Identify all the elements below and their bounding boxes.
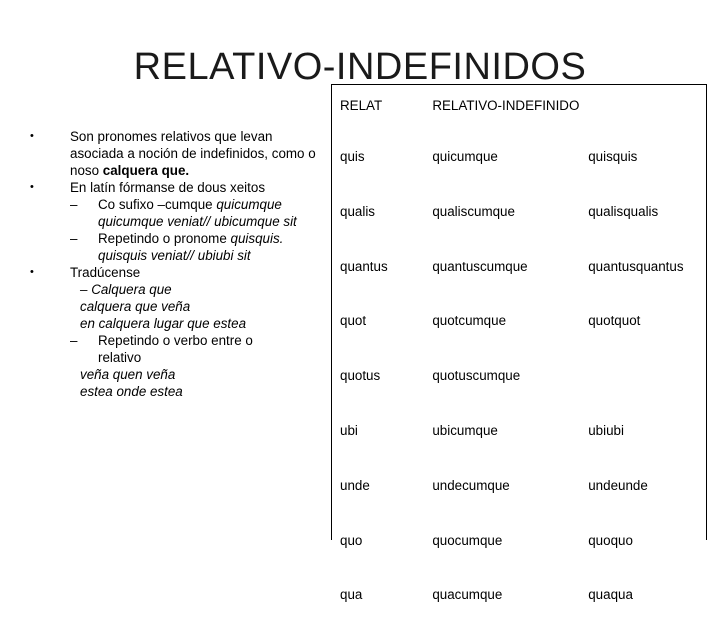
example-line: en calquera lugar que estea [80,316,247,331]
table-cell: quo [340,532,363,548]
table-cell: quantus [340,258,388,274]
bullet-icon: • [30,181,34,193]
dash-icon: – [80,282,88,297]
table-cell: quisquis [588,149,638,164]
bullet-icon: • [30,266,34,278]
example-text: quicumque [216,197,282,212]
example-line: estea onde estea [80,384,183,399]
example-text: ubicumque sit [214,214,297,229]
bullet-text: En latín fórmanse de dous xeitos [70,180,266,195]
table-cell: undeunde [588,477,648,493]
table-cell: quotuscumque [432,368,521,384]
example-text: quisquis veniat// ubiubi sit [98,248,251,263]
bullet-bold-text: calquera que. [102,163,190,178]
table-cell: ubi [340,422,358,438]
relative-indefinite-table [331,84,707,603]
table-cell: quotus [340,368,381,384]
bullet-icon: • [30,130,34,142]
header-cell [580,85,706,139]
sub-text: relativo [98,350,142,365]
dash-icon: – [70,333,78,348]
table-cell: qua [340,587,363,603]
bullet-text: Tradúcense [70,265,141,280]
table-cell: quacumque [432,587,503,603]
table-row [332,577,706,632]
table-header-row [332,85,706,139]
table-cell: quicumque [432,149,498,164]
table-cell: undecumque [432,477,510,493]
example-text: Calquera que [91,282,172,297]
table-cell: quot [340,313,367,329]
sub-text: Repetindo o verbo entre o [98,333,253,348]
table-row [332,303,706,358]
table-row [332,139,706,194]
table [332,85,706,632]
dash-icon: – [70,197,78,212]
table-cell: ubicumque [432,422,498,438]
table-cell: quotquot [588,313,641,329]
bullet-text: Son pronomes relativos que levan asociada a noción de indefinidos, como o noso [70,129,316,178]
sub-item [70,196,318,230]
table-row [332,358,706,413]
table-row [332,413,706,468]
table-cell: quaqua [588,587,633,603]
table-cell: quotcumque [432,313,507,329]
table-cell: quoquo [588,532,633,548]
dash-icon: – [70,231,78,246]
table-cell: quis [340,149,365,164]
sub-item [70,332,318,366]
table-cell: ubiubi [588,422,624,438]
table-cell: quocumque [432,532,503,548]
sub-text: Repetindo o pronome [98,231,227,246]
table-cell: qualiscumque [432,203,515,219]
sub-item [70,230,318,264]
example-text: quisquis. [230,231,284,246]
table-row [332,468,706,523]
header-cell: RELAT [340,98,383,113]
example-line: veña quen veña [80,367,176,382]
table-row [332,523,706,578]
table-row [332,249,706,304]
bullet-item [30,179,318,264]
sub-text: Co sufixo –cumque [98,197,213,212]
table-row [332,194,706,249]
table-cell [580,358,706,413]
example-text: quicumque veniat// [98,214,211,229]
table-cell: qualis [340,203,375,219]
slide-title: RELATIVO-INDEFINIDOS [133,46,587,88]
table-cell: quantuscumque [432,258,528,274]
table-cell: quantusquantus [588,258,684,274]
table-cell: qualisqualis [588,203,659,219]
bullet-item [30,128,318,179]
header-cell: RELATIVO-INDEFINIDO [432,98,580,113]
bullet-list [30,128,318,400]
example-line [70,281,318,298]
example-line: calquera que veña [80,299,191,314]
bullet-item [30,264,318,400]
table-cell: unde [340,477,370,493]
